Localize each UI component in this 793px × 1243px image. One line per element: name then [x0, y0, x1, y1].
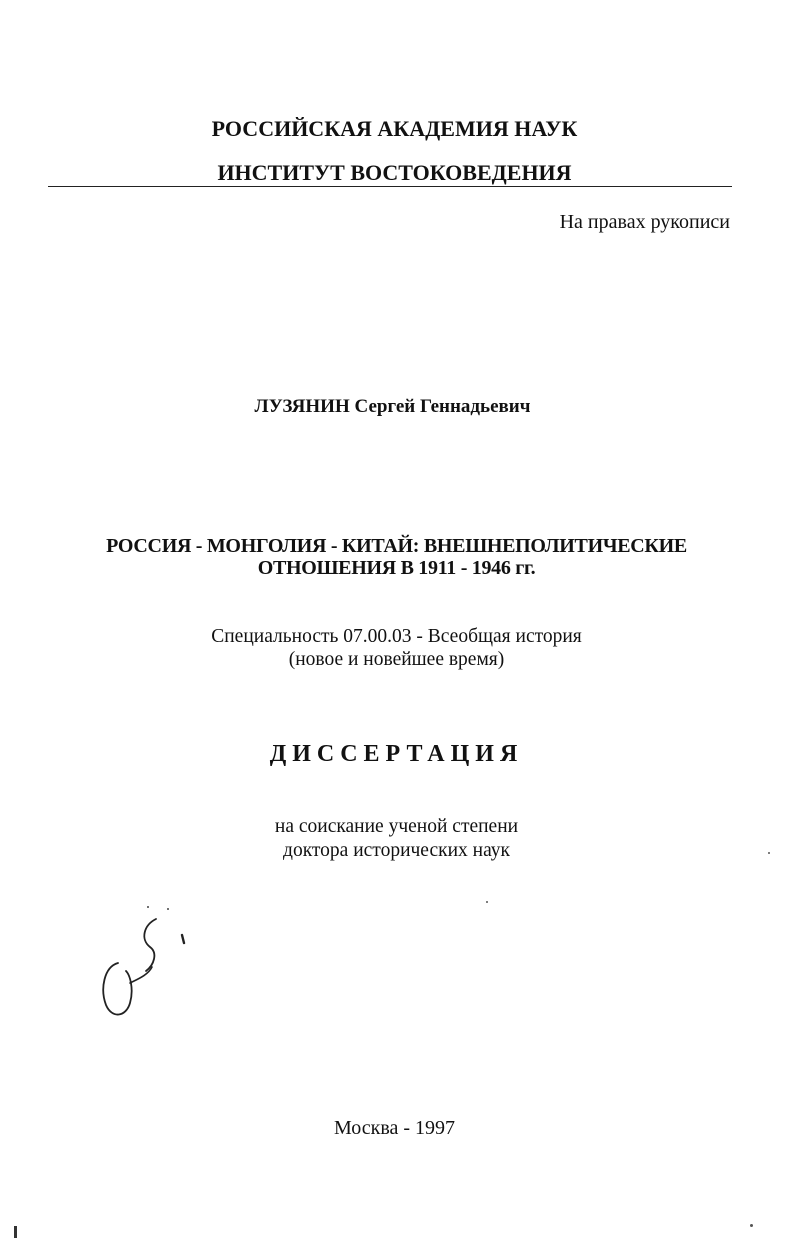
handwritten-signature [96, 905, 206, 1025]
specialty-line-1: Специальность 07.00.03 - Всеобщая история [211, 626, 582, 647]
place-and-year: Москва - 1997 [333, 1117, 456, 1139]
scan-speck [768, 852, 770, 854]
specialty-line-2: (новое и новейшее время) [288, 649, 505, 670]
scan-edge-mark [14, 1226, 17, 1238]
header-divider [48, 186, 732, 187]
scan-speck [486, 901, 488, 903]
scan-speck [750, 1224, 753, 1227]
degree-line-2: доктора исторических наук [283, 840, 510, 861]
title-line-1: РОССИЯ - МОНГОЛИЯ - КИТАЙ: ВНЕШНЕПОЛИТИЧЕСКИЕ [106, 535, 687, 557]
institute-name: ИНСТИТУТ ВОСТОКОВЕДЕНИЯ [217, 160, 572, 185]
academy-name: РОССИЙСКАЯ АКАДЕМИЯ НАУК [211, 116, 578, 141]
title-line-2: ОТНОШЕНИЯ В 1911 - 1946 гг. [257, 557, 536, 579]
author-name: ЛУЗЯНИН Сергей Геннадьевич [254, 396, 531, 417]
document-type-heading: ДИССЕРТАЦИЯ [269, 741, 524, 767]
degree-line-1: на соискание ученой степени [274, 816, 519, 837]
rights-note: На правах рукописи [559, 211, 730, 233]
